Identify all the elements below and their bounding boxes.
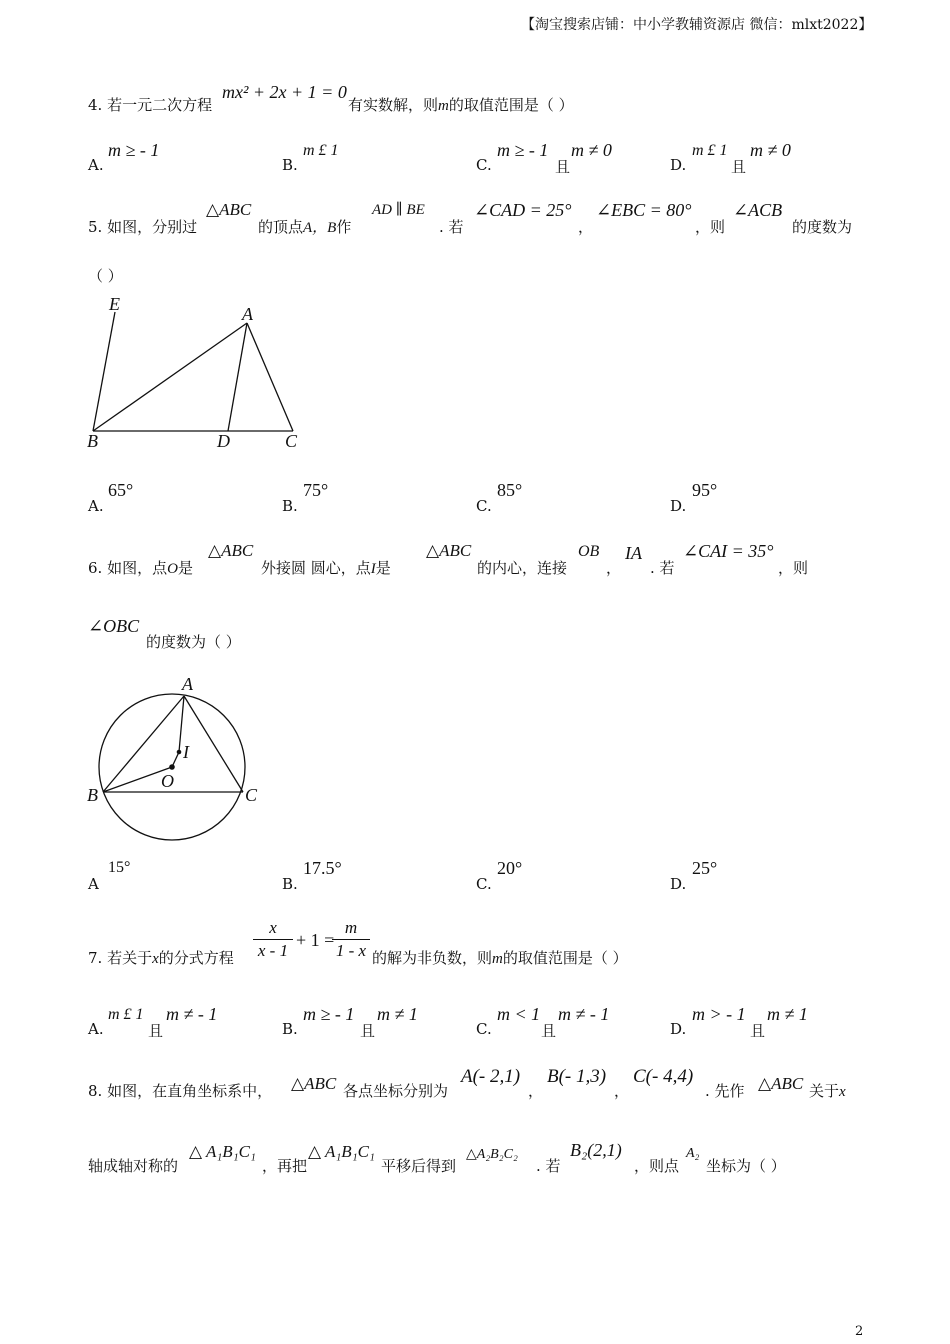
q6-option-b-value: 17.5° [303, 858, 342, 878]
q6-mid1 [261, 557, 391, 578]
q6-mid2: 的内心，连接 [477, 559, 568, 577]
q4-option-d-joiner: 且 [731, 158, 747, 176]
q6-angle: ∠CAI = 35° [683, 541, 774, 561]
q8-mid1: 各点坐标分别为 [343, 1082, 449, 1100]
q4-option-d-expr: m £ 1 [692, 142, 728, 159]
q5-mid2-text: 作 [336, 218, 352, 236]
page-header: 【淘宝搜索店铺：中小学教辅资源店 微信：mlxt2022】 [521, 17, 873, 33]
q6-label-i: I [183, 742, 189, 762]
q6-triangle2: △ABC [426, 541, 472, 560]
q6-label-a: A [182, 674, 193, 694]
q5-line-ba [93, 323, 247, 431]
q7-mid1: 的分式方程 [158, 949, 234, 967]
q6-line-ac [184, 696, 243, 792]
q4-stem-suffix [348, 94, 574, 115]
q5-line-ad [228, 323, 247, 431]
q6-option-d-value: 25° [692, 858, 718, 878]
q7-fraction2 [332, 918, 370, 961]
q6-is: 是 [177, 559, 193, 577]
q7-plus1: + 1 = [296, 930, 335, 950]
q7-option-c-label[interactable]: C. [476, 1020, 492, 1038]
q7-frac2-num: m [344, 918, 358, 937]
q4-var: m [438, 98, 449, 114]
q7-option-d-label[interactable]: D. [670, 1020, 687, 1038]
q6-comma: ， [606, 559, 622, 577]
q6-o: O [167, 561, 178, 577]
q6-prefix [88, 557, 193, 578]
q8-comma2: ， [614, 1082, 630, 1100]
q5-prefix: 5. 如图，分别过 [88, 218, 198, 236]
q8-point-a: A(- 2,1) [461, 1066, 521, 1087]
q7-option-d-joiner: 且 [750, 1022, 766, 1040]
q7-option-d-expr2: m ≠ 1 [767, 1004, 808, 1024]
q4-option-c-joiner: 且 [555, 158, 571, 176]
q4-option-c-expr: m ≥ - 1 [497, 140, 549, 160]
q7-mid2-text: 的解为非负数，则 [372, 949, 493, 967]
q6-mid3: . 若 [650, 559, 675, 577]
q6-option-a-label[interactable]: A [88, 875, 99, 893]
q7-frac2-den: 1 - x [335, 941, 367, 960]
q7-m: m [492, 951, 503, 967]
q5-option-b-value: 75° [303, 480, 329, 500]
q5-option-c-value: 85° [497, 480, 523, 500]
q7-frac1-den: x - 1 [257, 941, 289, 960]
q5-figure [80, 290, 320, 460]
q8-mid2: . 先作 [705, 1082, 745, 1100]
q8-point-c: C(- 4,4) [633, 1066, 694, 1087]
page-number: 2 [855, 1324, 864, 1339]
q6-option-b-label[interactable]: B. [282, 875, 298, 893]
q6-ia: IA [625, 543, 642, 563]
q5-option-a-value: 65° [108, 480, 134, 500]
q5-option-d-value: 95° [692, 480, 718, 500]
q6-i: I [370, 561, 376, 577]
q7-option-c-expr: m < 1 [497, 1004, 541, 1024]
q6-ob: OB [578, 543, 600, 560]
q6-option-c-label[interactable]: C. [476, 875, 492, 893]
q7-option-c-joiner: 且 [541, 1022, 557, 1040]
q6-point-i [177, 750, 182, 755]
q7-option-a-joiner: 且 [148, 1022, 164, 1040]
q7-option-a-label[interactable]: A. [88, 1020, 104, 1038]
q4-option-b-expr: m £ 1 [303, 142, 339, 159]
q6-point-o [169, 764, 175, 770]
q5-line-ac [247, 323, 293, 431]
q6-angle2: ∠OBC [88, 616, 140, 636]
q4-stem [88, 94, 212, 115]
q4-option-c-label[interactable]: C. [476, 156, 492, 174]
q5-parallel: AD ∥ BE [372, 202, 425, 218]
q6-prefix-text: 6. 如图，点 [88, 559, 168, 577]
q5-option-d-label[interactable]: D. [670, 497, 687, 515]
q8-mid3-text: 关于 [809, 1082, 840, 1100]
q8-line2-a: 轴成轴对称的 [88, 1157, 179, 1175]
q8-line2-f: 坐标为（ ） [706, 1157, 786, 1175]
q8-a2: A₂ [686, 1146, 700, 1161]
q5-angle2: ∠EBC = 80° [596, 200, 692, 220]
q7-fraction1 [253, 918, 293, 961]
q6-label-b: B [87, 785, 98, 805]
q5-option-c-label[interactable]: C. [476, 497, 492, 515]
q8-comma1: ， [528, 1082, 544, 1100]
q6-option-c-value: 20° [497, 858, 523, 878]
q5-mid1-text: 的顶点 [258, 218, 304, 236]
q4-option-b-label[interactable]: B. [282, 156, 298, 174]
q4-suffix-b: 的取值范围是（ ） [448, 96, 574, 114]
q7-option-b-label[interactable]: B. [282, 1020, 298, 1038]
q4-option-a-expr: m ≥ - 1 [108, 140, 160, 160]
q4-option-d-label[interactable]: D. [670, 156, 687, 174]
q7-option-b-expr2: m ≠ 1 [377, 1004, 418, 1024]
q8-line2-d: . 若 [536, 1157, 561, 1175]
q7-suffix: 的取值范围是（ ） [502, 949, 628, 967]
q7-option-c-expr2: m ≠ - 1 [558, 1004, 610, 1024]
q4-option-c-expr2: m ≠ 0 [571, 140, 612, 160]
q5-label-b: B [87, 431, 98, 451]
q6-suffix: 的度数为（ ） [146, 633, 241, 651]
q7-option-d-expr: m > - 1 [692, 1004, 746, 1024]
q5-label-d: D [217, 431, 230, 451]
q7-option-b-joiner: 且 [360, 1022, 376, 1040]
q8-triangle4: △ A₁B₁C₁ [308, 1142, 375, 1161]
q5-line-be [93, 312, 115, 431]
q4-option-a-label[interactable]: A. [88, 156, 104, 174]
q5-angle1: ∠CAD = 25° [474, 200, 572, 220]
q8-point-b2: B₂(2,1) [570, 1140, 622, 1160]
q8-triangle3: △ A₁B₁C₁ [189, 1142, 256, 1161]
q5-option-b-label[interactable]: B. [282, 497, 298, 515]
q4-option-d-expr2: m ≠ 0 [750, 140, 791, 160]
q6-is2: 是 [375, 559, 391, 577]
q4-prefix: 4. 若一元二次方程 [88, 96, 213, 114]
q5-paren: （ ） [88, 267, 123, 285]
q8-line2-e: ，则点 [634, 1157, 680, 1175]
q8-point-b: B(- 1,3) [547, 1066, 607, 1087]
q5-comma1: ， [578, 218, 594, 236]
q5-triangle: △ABC [206, 200, 252, 219]
q7-option-b-expr: m ≥ - 1 [303, 1004, 355, 1024]
q5-suffix: 的度数为 [792, 218, 853, 236]
q8-mid3 [809, 1080, 846, 1101]
q8-x: x [839, 1084, 846, 1100]
q4-equation: mx² + 2x + 1 = 0 [222, 82, 347, 102]
q5-label-a: A [242, 304, 253, 324]
q5-angle3: ∠ACB [733, 200, 783, 220]
q7-option-a-expr2: m ≠ - 1 [166, 1004, 218, 1024]
q5-mid1 [258, 216, 351, 237]
q8-line2-b: ，再把 [262, 1157, 308, 1175]
q8-triangle: △ABC [291, 1074, 337, 1093]
q6-label-o: O [161, 771, 174, 791]
q8-triangle5: △A₂B₂C₂ [466, 1147, 518, 1162]
q8-line2-c: 平移后得到 [381, 1157, 457, 1175]
q6-triangle1: △ABC [208, 541, 254, 560]
q5-label-e: E [109, 294, 120, 314]
q6-option-d-label[interactable]: D. [670, 875, 687, 893]
q5-option-a-label[interactable]: A. [88, 497, 104, 515]
q7-x: x [152, 951, 159, 967]
q6-mid1-text: 外接圆 圆心，点 [261, 559, 371, 577]
q5-mid3: . 若 [439, 218, 464, 236]
q4-suffix-a: 有实数解，则 [348, 96, 439, 114]
q5-points: A，B [303, 220, 337, 236]
q7-mid2 [372, 947, 628, 968]
q5-label-c: C [285, 431, 298, 451]
q5-mid4: ，则 [695, 218, 726, 236]
q7-prefix-text: 7. 若关于 [88, 949, 153, 967]
q7-prefix [88, 947, 234, 968]
q8-prefix: 8. 如图，在直角坐标系中， [88, 1082, 273, 1100]
q7-frac1-num: x [269, 918, 277, 937]
q7-option-a-expr: m £ 1 [108, 1006, 144, 1023]
q6-mid4: ，则 [778, 559, 809, 577]
q6-label-c: C [245, 785, 258, 805]
q6-option-a-value: 15° [108, 859, 131, 876]
q6-figure [82, 670, 272, 845]
q8-triangle2: △ABC [758, 1074, 804, 1093]
